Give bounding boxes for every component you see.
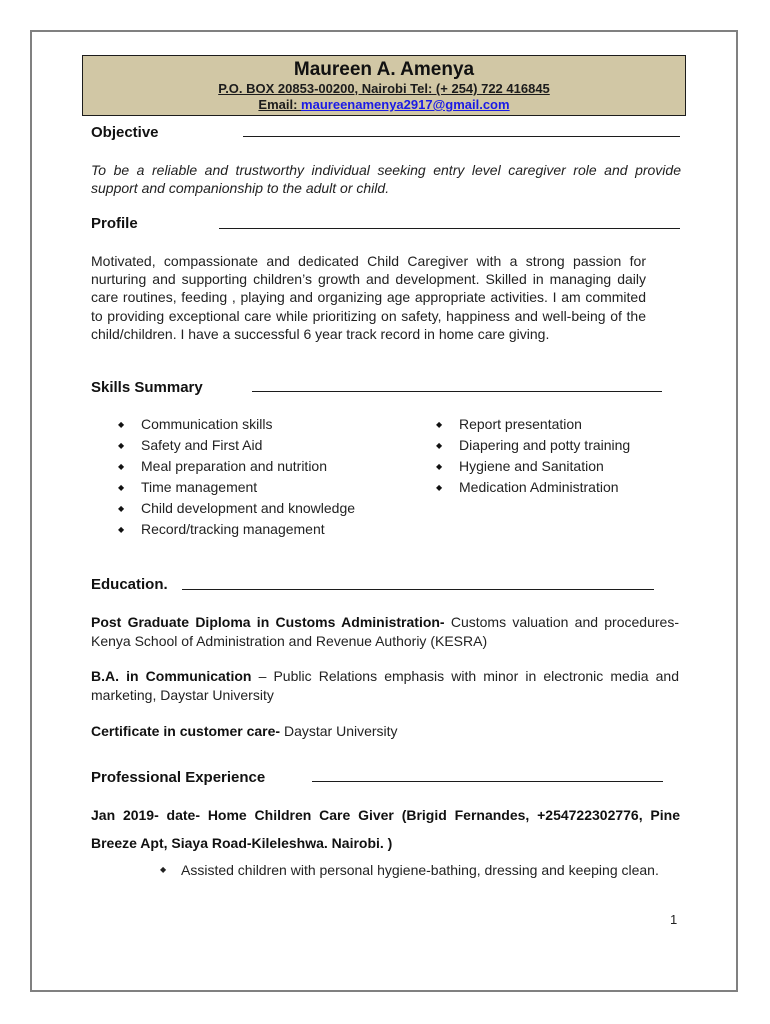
objective-text: To be a reliable and trustworthy individual seeking entry level caregiver role and provide support and companionship to the adult or child. xyxy=(91,162,681,197)
diamond-bullet-icon: ◆ xyxy=(160,865,167,874)
degree-detail: Daystar University xyxy=(280,723,398,739)
profile-text: Motivated, compassionate and dedicated Child Caregiver with a strong passion for nurturing and supporting children’s growth and development. Skilled in managing daily care routines, feeding , playing and organizing age appropriate activities. I am commited to providing exceptional care while prioritizing on safety, happiness and well-being of the child/children. I have a successful 6 year track record in home care giving. xyxy=(91,253,646,342)
email-link[interactable]: maureenamenya2917@gmail.com xyxy=(301,97,510,112)
skills-title: Skills Summary xyxy=(91,379,203,396)
degree-title: Certificate in customer care- xyxy=(91,723,281,739)
skill-item: ◆ Report presentation xyxy=(436,414,630,435)
page-number: 1 xyxy=(670,912,678,927)
skill-item: ◆ Communication skills xyxy=(118,414,355,435)
education-rule xyxy=(182,589,654,590)
degree-title: B.A. in Communication xyxy=(91,668,252,684)
degree-detail: – Public Relations emphasis with minor in electronic media and marketing, Daystar University xyxy=(91,668,679,703)
skill-item: ◆ Time management xyxy=(118,477,355,498)
education-item xyxy=(91,722,679,741)
profile-title: Profile xyxy=(91,215,138,232)
skill-item: ◆ Child development and knowledge xyxy=(118,498,355,519)
contact-address: P.O. BOX 20853-00200, Nairobi Tel: (+ 254) 722 416845 xyxy=(218,81,550,96)
job-heading: Jan 2019- date- Home Children Care Giver (Brigid Fernandes, +254722302776, Pine Breeze Apt, Siaya Road-Kileleshwa. Nairobi. ) xyxy=(91,807,680,851)
skill-item: ◆ Hygiene and Sanitation xyxy=(436,456,630,477)
education-item xyxy=(91,613,679,650)
skill-item: ◆ Meal preparation and nutrition xyxy=(118,456,355,477)
degree-detail: Customs valuation and procedures-Kenya School of Administration and Revenue Authoriy (KESRA) xyxy=(91,614,679,649)
skill-item: ◆ Safety and First Aid xyxy=(118,435,355,456)
experience-bullet-text: Assisted children with personal hygiene-bathing, dressing and keeping clean. xyxy=(181,862,659,878)
resume-header xyxy=(82,55,686,116)
profile-rule xyxy=(219,228,680,229)
email-line xyxy=(83,97,685,113)
experience-rule xyxy=(312,781,663,782)
skill-item: ◆ Diapering and potty training xyxy=(436,435,630,456)
degree-title: Post Graduate Diploma in Customs Administration- xyxy=(91,614,445,630)
experience-title: Professional Experience xyxy=(91,769,266,786)
education-item xyxy=(91,667,679,704)
objective-rule xyxy=(243,136,680,137)
experience-bullet xyxy=(160,856,680,884)
skill-item: ◆ Medication Administration xyxy=(436,477,630,498)
skill-item: ◆ Record/tracking management xyxy=(118,519,355,540)
email-label: Email: xyxy=(258,97,302,112)
skills-list-right xyxy=(436,414,630,498)
skills-list-left xyxy=(118,414,355,540)
skills-rule xyxy=(252,391,662,392)
candidate-name: Maureen A. Amenya xyxy=(293,59,475,80)
education-title: Education. xyxy=(91,576,168,593)
objective-title: Objective xyxy=(91,124,159,141)
